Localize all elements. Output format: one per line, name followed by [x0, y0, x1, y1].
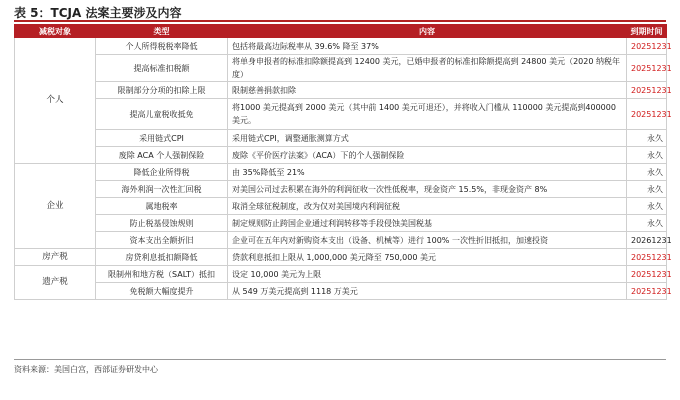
table-row: [15, 283, 667, 300]
row-type: 海外利润一次性汇回税: [96, 181, 228, 198]
row-type: 限制部分分项的扣除上限: [96, 82, 228, 99]
table-row: [15, 232, 667, 249]
row-expiry: 永久: [627, 215, 667, 232]
header-target: 减税对象: [15, 25, 96, 38]
row-expiry: 20251231: [627, 82, 667, 99]
category-individual: 个人: [15, 38, 96, 164]
row-type: 个人所得税税率降低: [96, 38, 228, 55]
row-type: 采用链式CPI: [96, 130, 228, 147]
header-type: 类型: [96, 25, 228, 38]
row-type: 资本支出全额折旧: [96, 232, 228, 249]
row-content: 取消全球征税制度，改为仅对美国境内利润征税: [228, 198, 627, 215]
row-expiry: 永久: [627, 147, 667, 164]
table-row: [15, 181, 667, 198]
row-content: 将1000 美元提高到 2000 美元（其中前 1400 美元可退还），并将收入门槛从 110000 美元提高到400000 美元。: [228, 99, 627, 130]
row-expiry: 永久: [627, 198, 667, 215]
table-row: [15, 130, 667, 147]
table-row: [15, 249, 667, 266]
table-row: [15, 164, 667, 181]
row-type: 限制州和地方税（SALT）抵扣: [96, 266, 228, 283]
row-content: 设定 10,000 美元为上限: [228, 266, 627, 283]
row-content: 由 35%降低至 21%: [228, 164, 627, 181]
table-row: [15, 147, 667, 164]
row-expiry: 永久: [627, 181, 667, 198]
table-row: [15, 99, 667, 130]
row-expiry: 永久: [627, 130, 667, 147]
row-content: 包括将最高边际税率从 39.6% 降至 37%: [228, 38, 627, 55]
row-content: 对美国公司过去积累在海外的利润征收一次性低税率，现金资产 15.5%，非现金资产 8%: [228, 181, 627, 198]
row-type: 降低企业所得税: [96, 164, 228, 181]
row-expiry: 永久: [627, 164, 667, 181]
row-content: 废除《平价医疗法案》（ACA）下的个人强制保险: [228, 147, 627, 164]
row-type: 提高标准扣税额: [96, 55, 228, 82]
row-type: 免税额大幅度提升: [96, 283, 228, 300]
tcja-table: [14, 24, 672, 300]
table-title: 表 5：TCJA 法案主要涉及内容: [14, 6, 182, 20]
row-expiry: 20251231: [627, 38, 667, 55]
row-content: 贷款利息抵扣上限从 1,000,000 美元降至 750,000 美元: [228, 249, 627, 266]
row-type: 防止税基侵蚀规则: [96, 215, 228, 232]
row-type: 属地税率: [96, 198, 228, 215]
row-expiry: 20261231: [627, 232, 667, 249]
title-rule: [14, 20, 666, 22]
row-content: 制定规则防止跨国企业通过利润转移等手段侵蚀美国税基: [228, 215, 627, 232]
row-expiry: 20251231: [627, 249, 667, 266]
row-content: 限制慈善捐款扣除: [228, 82, 627, 99]
header-expiry: 到期时间: [627, 25, 667, 38]
table-row: [15, 38, 667, 55]
row-type: 废除 ACA 个人强制保险: [96, 147, 228, 164]
row-expiry: 20251231: [627, 99, 667, 130]
category-corporate: 企业: [15, 164, 96, 249]
bottom-rule: [14, 359, 666, 360]
table-row: [15, 215, 667, 232]
table-row: [15, 82, 667, 99]
row-content: 企业可在五年内对新购资本支出（设备、机械等）进行 100% 一次性折旧抵扣，加速投资: [228, 232, 627, 249]
category-estate: 遗产税: [15, 266, 96, 300]
table-row: [15, 55, 667, 82]
table-header-row: [15, 25, 667, 38]
row-content: 将单身申报者的标准扣除额提高到 12400 美元，已婚申报者的标准扣除额提高到 24800 美元（2020 纳税年度）: [228, 55, 627, 82]
header-content: 内容: [228, 25, 627, 38]
table-row: [15, 266, 667, 283]
row-type: 房贷利息抵扣额降低: [96, 249, 228, 266]
row-content: 采用链式CPI，调整通胀测算方式: [228, 130, 627, 147]
row-content: 从 549 万美元提高到 1118 万美元: [228, 283, 627, 300]
row-expiry: 20251231: [627, 55, 667, 82]
row-expiry: 20251231: [627, 266, 667, 283]
row-type: 提高儿童税收抵免: [96, 99, 228, 130]
row-expiry: 20251231: [627, 283, 667, 300]
table-row: [15, 198, 667, 215]
category-property: 房产税: [15, 249, 96, 266]
source-note: 资料来源：美国白宫，西部证券研发中心: [14, 365, 158, 374]
